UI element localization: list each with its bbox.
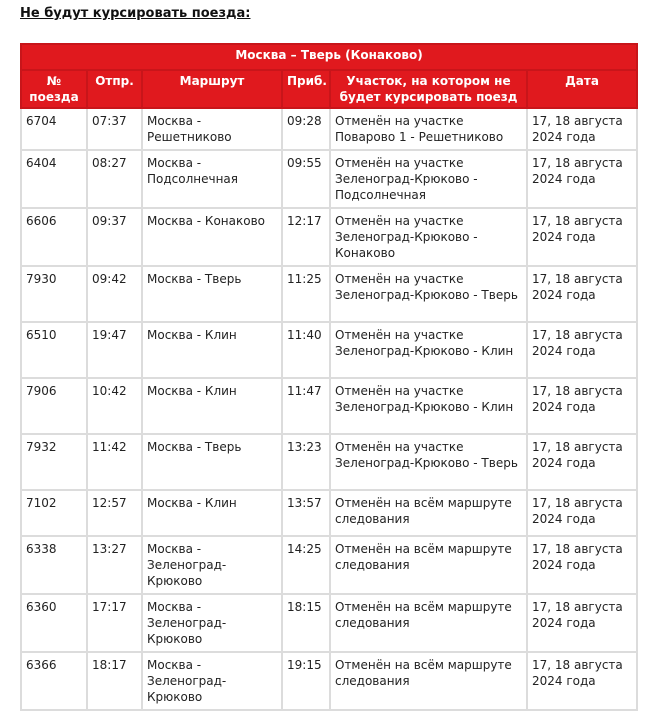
cell-date: 17, 18 августа 2024 года <box>527 322 637 378</box>
column-header-cancelled-section: Участок, на котором не будет курсировать поезд <box>330 70 527 108</box>
cell-route: Москва - Решетниково <box>142 108 282 150</box>
cell-arrival: 19:15 <box>282 652 330 710</box>
column-header-train-number: № поезда <box>21 70 87 108</box>
cell-train-number: 6366 <box>21 652 87 710</box>
cell-train-number: 7930 <box>21 266 87 322</box>
cell-arrival: 09:55 <box>282 150 330 208</box>
cell-train-number: 6704 <box>21 108 87 150</box>
cell-date: 17, 18 августа 2024 года <box>527 594 637 652</box>
table-body <box>21 108 637 710</box>
cell-cancelled-section: Отменён на участке Зеленоград-Крюково - Клин <box>330 322 527 378</box>
cell-departure: 10:42 <box>87 378 142 434</box>
cell-date: 17, 18 августа 2024 года <box>527 434 637 490</box>
cell-departure: 18:17 <box>87 652 142 710</box>
cell-route: Москва - Подсолнечная <box>142 150 282 208</box>
table-row <box>21 594 637 652</box>
column-header-arrival: Приб. <box>282 70 330 108</box>
cell-train-number: 6360 <box>21 594 87 652</box>
cell-date: 17, 18 августа 2024 года <box>527 208 637 266</box>
cell-cancelled-section: Отменён на участке Зеленоград-Крюково - Конаково <box>330 208 527 266</box>
cell-cancelled-section: Отменён на всём маршруте следования <box>330 536 527 594</box>
cell-arrival: 14:25 <box>282 536 330 594</box>
table-row <box>21 536 637 594</box>
cell-date: 17, 18 августа 2024 года <box>527 378 637 434</box>
table-row <box>21 150 637 208</box>
cell-departure: 09:42 <box>87 266 142 322</box>
cell-arrival: 11:40 <box>282 322 330 378</box>
cell-train-number: 7932 <box>21 434 87 490</box>
cell-departure: 11:42 <box>87 434 142 490</box>
cell-train-number: 6338 <box>21 536 87 594</box>
cell-train-number: 7906 <box>21 378 87 434</box>
cell-arrival: 13:23 <box>282 434 330 490</box>
cell-route: Москва - Тверь <box>142 266 282 322</box>
table-row <box>21 266 637 322</box>
cell-route: Москва - Клин <box>142 378 282 434</box>
table-row <box>21 652 637 710</box>
column-header-date: Дата <box>527 70 637 108</box>
cell-departure: 12:57 <box>87 490 142 536</box>
cell-cancelled-section: Отменён на участке Зеленоград-Крюково - Подсолнечная <box>330 150 527 208</box>
cell-arrival: 09:28 <box>282 108 330 150</box>
cell-route: Москва - Зеленоград-Крюково <box>142 652 282 710</box>
cell-arrival: 13:57 <box>282 490 330 536</box>
cell-departure: 17:17 <box>87 594 142 652</box>
cell-route: Москва - Зеленоград-Крюково <box>142 536 282 594</box>
cell-departure: 09:37 <box>87 208 142 266</box>
column-header-route: Маршрут <box>142 70 282 108</box>
cell-cancelled-section: Отменён на участке Зеленоград-Крюково - Тверь <box>330 434 527 490</box>
cell-train-number: 6510 <box>21 322 87 378</box>
cell-train-number: 6404 <box>21 150 87 208</box>
cell-departure: 07:37 <box>87 108 142 150</box>
cell-date: 17, 18 августа 2024 года <box>527 490 637 536</box>
table-row <box>21 490 637 536</box>
header-row <box>21 70 637 108</box>
cell-route: Москва - Клин <box>142 322 282 378</box>
cell-date: 17, 18 августа 2024 года <box>527 536 637 594</box>
cell-date: 17, 18 августа 2024 года <box>527 150 637 208</box>
cell-route: Москва - Тверь <box>142 434 282 490</box>
cell-arrival: 11:25 <box>282 266 330 322</box>
table-row <box>21 378 637 434</box>
cell-departure: 19:47 <box>87 322 142 378</box>
table-caption: Москва – Тверь (Конаково) <box>21 44 637 70</box>
cell-route: Москва - Зеленоград-Крюково <box>142 594 282 652</box>
cell-cancelled-section: Отменён на всём маршруте следования <box>330 594 527 652</box>
cell-arrival: 18:15 <box>282 594 330 652</box>
cell-arrival: 11:47 <box>282 378 330 434</box>
cell-cancelled-section: Отменён на участке Поварово 1 - Решетниково <box>330 108 527 150</box>
cell-arrival: 12:17 <box>282 208 330 266</box>
cell-train-number: 6606 <box>21 208 87 266</box>
cell-date: 17, 18 августа 2024 года <box>527 266 637 322</box>
cell-cancelled-section: Отменён на участке Зеленоград-Крюково - Тверь <box>330 266 527 322</box>
cell-cancelled-section: Отменён на всём маршруте следования <box>330 490 527 536</box>
cell-date: 17, 18 августа 2024 года <box>527 108 637 150</box>
cell-date: 17, 18 августа 2024 года <box>527 652 637 710</box>
table-row <box>21 322 637 378</box>
cell-train-number: 7102 <box>21 490 87 536</box>
column-header-departure: Отпр. <box>87 70 142 108</box>
table-row <box>21 208 637 266</box>
table-row <box>21 434 637 490</box>
table-row <box>21 108 637 150</box>
page-heading: Не будут курсировать поезда: <box>20 6 251 21</box>
cell-cancelled-section: Отменён на всём маршруте следования <box>330 652 527 710</box>
cell-route: Москва - Конаково <box>142 208 282 266</box>
cell-route: Москва - Клин <box>142 490 282 536</box>
cell-cancelled-section: Отменён на участке Зеленоград-Крюково - Клин <box>330 378 527 434</box>
cancelled-trains-table <box>20 43 638 711</box>
cell-departure: 08:27 <box>87 150 142 208</box>
cell-departure: 13:27 <box>87 536 142 594</box>
